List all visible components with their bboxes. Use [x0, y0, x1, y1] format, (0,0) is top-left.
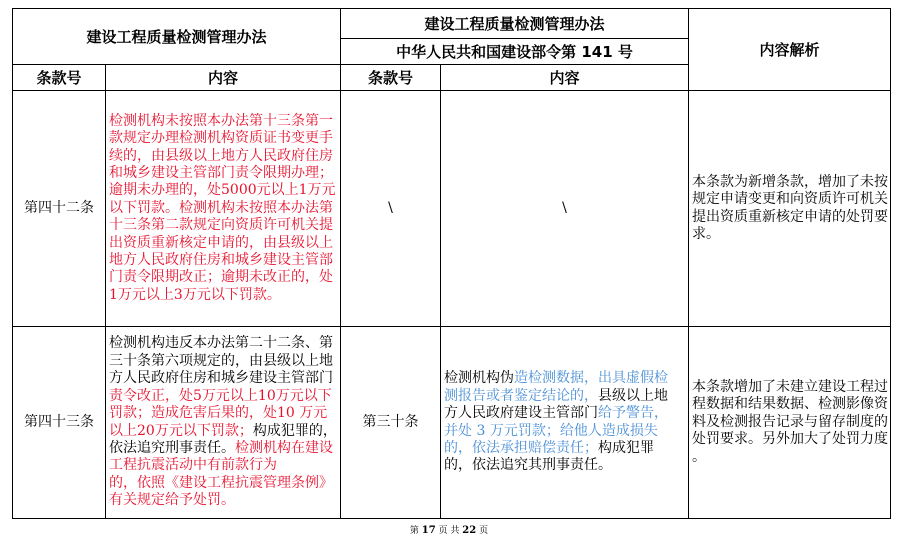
- old-article-cell: 第三十条: [341, 327, 441, 519]
- text-segment: 罚款；造成危害后果的，处10 万元: [109, 405, 328, 422]
- text-line: [109, 252, 337, 269]
- footer-middle: 页 共: [435, 526, 463, 536]
- text-line: [109, 405, 337, 422]
- text-line: [109, 475, 337, 492]
- text-line: [692, 449, 887, 466]
- col-header-new-content: 内容: [106, 65, 341, 91]
- text-segment: 依法追究刑事责任。: [109, 439, 235, 456]
- text-line: [109, 182, 337, 199]
- text-line: [109, 423, 337, 440]
- text-segment: 检测机构伪: [444, 370, 515, 387]
- text-line: [109, 217, 337, 234]
- col-header-new-article: 条款号: [13, 65, 106, 91]
- text-segment: 方人民政府建设主管部门: [444, 405, 599, 422]
- text-line: [109, 235, 337, 252]
- text-line: [692, 379, 887, 396]
- col-header-old-content: 内容: [441, 65, 689, 91]
- text-segment: 款规定办理检测机构资质证书变更手: [109, 130, 333, 147]
- text-line: [444, 440, 685, 457]
- text-line: [444, 370, 685, 387]
- text-line: [109, 130, 337, 147]
- text-segment: 地方人民政府住房和城乡建设主管部: [109, 252, 333, 269]
- header-row-title: [13, 9, 891, 39]
- table-row: [13, 327, 891, 519]
- text-segment: 检测机构未按照本办法第十三条第一: [109, 112, 333, 129]
- text-line: [109, 370, 337, 387]
- text-segment: 有关规定给予处罚。: [109, 492, 235, 509]
- new-content-cell: [106, 327, 341, 519]
- footer-suffix: 页: [476, 526, 489, 536]
- text-segment: 的，依法承担赔偿责任；: [444, 439, 599, 456]
- text-segment: 1万元以上3万元以下罚款。: [109, 286, 281, 303]
- text-segment: 以下罚款。检测机构未按照本办法第: [109, 199, 333, 216]
- old-article-cell: \: [341, 91, 441, 327]
- text-segment: 规定申请变更和向资质许可机关: [692, 191, 889, 208]
- text-segment: 县级以上地: [598, 387, 669, 404]
- text-line: [109, 440, 337, 457]
- text-segment: 和城乡建设主管部门责令限期办理；: [109, 164, 333, 181]
- text-segment: 逾期未办理的，处5000元以上1万元: [109, 182, 336, 199]
- text-line: [692, 414, 887, 431]
- text-line: [109, 492, 337, 509]
- new-article-cell: 第四十二条: [13, 91, 106, 327]
- text-segment: 。: [692, 448, 707, 465]
- old-law-decree: 中华人民共和国建设部令第 141 号: [341, 39, 689, 65]
- old-law-title: 建设工程质量检测管理办法: [341, 9, 689, 39]
- current-page-number: 17: [421, 525, 436, 536]
- text-segment: 工程抗震活动中有前款行为: [109, 457, 277, 474]
- new-content-cell: [106, 91, 341, 327]
- text-line: [692, 396, 887, 413]
- text-line: [109, 165, 337, 182]
- text-segment: 造检测数据，出具虚假检: [514, 370, 669, 387]
- text-segment: 出资质重新核定申请的，由县级以上: [109, 234, 333, 251]
- text-line: [109, 353, 337, 370]
- text-line: [692, 431, 887, 448]
- text-segment: 续的，由县级以上地方人民政府住房: [109, 147, 333, 164]
- text-segment: 检测机构违反本办法第二十二条、第: [109, 335, 333, 352]
- text-line: [692, 191, 887, 208]
- text-line: [692, 209, 887, 226]
- text-segment: 以上20万元以下罚款；: [109, 422, 253, 439]
- text-segment: 的，依法追究其刑事责任。: [444, 457, 613, 474]
- text-segment: 责令改正，处5万元以上10万元以下: [109, 387, 332, 404]
- text-line: [444, 405, 685, 422]
- col-header-old-article: 条款号: [341, 65, 441, 91]
- new-law-title: 建设工程质量检测管理办法: [13, 9, 341, 65]
- text-segment: 方人民政府住房和城乡建设主管部门: [109, 370, 333, 387]
- text-segment: 检测机构在建设: [235, 439, 333, 456]
- text-segment: 本条款增加了未建立建设工程过: [692, 378, 889, 395]
- text-line: [444, 457, 685, 474]
- table-row: [13, 91, 891, 327]
- text-segment: 测报告或者鉴定结论的，: [444, 387, 599, 404]
- analysis-header: 内容解析: [689, 9, 891, 91]
- text-segment: 提出资质重新核定申请的处罚要: [692, 208, 889, 225]
- analysis-cell: [689, 91, 891, 327]
- analysis-cell: [689, 327, 891, 519]
- text-line: [109, 200, 337, 217]
- text-segment: 的，依照《建设工程抗震管理条例》: [109, 474, 333, 491]
- text-segment: 本条款为新增条款，增加了未按: [692, 173, 889, 190]
- text-line: [109, 148, 337, 165]
- text-segment: 程数据和结果数据、检测影像资: [692, 396, 889, 413]
- text-segment: 三十条第六项规定的，由县级以上地: [109, 352, 333, 369]
- text-segment: 构成犯罪: [598, 439, 655, 456]
- text-line: [444, 388, 685, 405]
- text-line: [692, 174, 887, 191]
- text-segment: 十三条第二款规定向资质许可机关提: [109, 217, 333, 234]
- text-line: [444, 423, 685, 440]
- text-line: [109, 287, 337, 304]
- text-line: [109, 388, 337, 405]
- text-segment: 门责令限期改正；逾期未改正的，处: [109, 269, 333, 286]
- new-article-cell: 第四十三条: [13, 327, 106, 519]
- old-content-cell: [441, 327, 689, 519]
- text-segment: 求。: [692, 225, 721, 242]
- page-footer: [0, 524, 898, 538]
- text-segment: 料及检测报告记录与留存制度的: [692, 413, 889, 430]
- text-segment: 构成犯罪的，: [252, 422, 337, 439]
- footer-prefix: 第: [409, 526, 422, 536]
- text-segment: 并处 3 万元罚款；给他人造成损失: [444, 422, 658, 439]
- total-pages-number: 22: [462, 525, 477, 536]
- old-content-cell: \: [441, 91, 689, 327]
- text-segment: 给予警告，: [598, 405, 669, 422]
- comparison-table: [12, 8, 891, 519]
- text-line: [109, 269, 337, 286]
- text-line: [692, 226, 887, 243]
- text-line: [109, 113, 337, 130]
- text-segment: 处罚要求。另外加大了处罚力度: [692, 431, 889, 448]
- text-line: [109, 335, 337, 352]
- text-line: [109, 457, 337, 474]
